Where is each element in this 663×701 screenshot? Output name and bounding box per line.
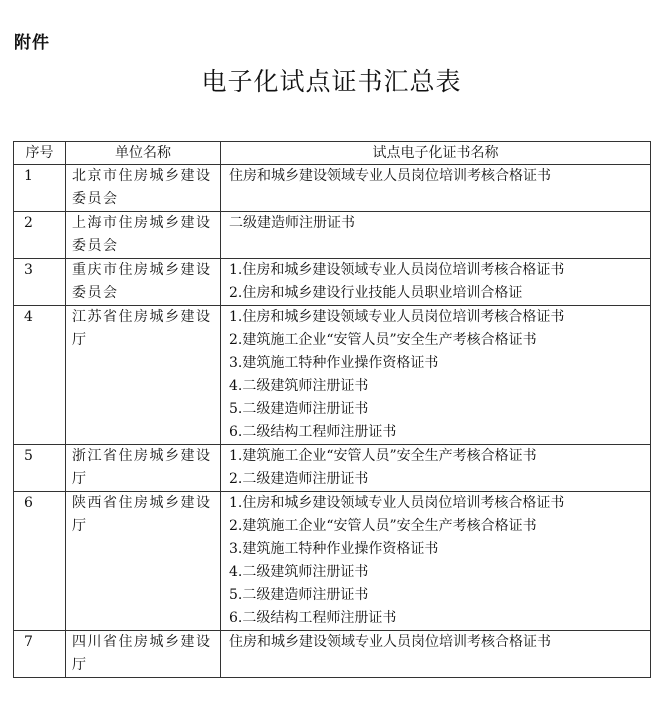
row-certificate-list (221, 306, 651, 445)
certificate-name: 2.住房和城乡建设行业技能人员职业培训合格证 (229, 285, 523, 301)
table-header-row (14, 142, 651, 165)
certificate-name: 2.建筑施工企业“安管人员”安全生产考核合格证书 (229, 332, 537, 348)
row-unit-name: 四川省住房城乡建设厅 (66, 631, 221, 678)
header-serial-no: 序号 (14, 142, 66, 165)
row-unit-name: 北京市住房城乡建设委员会 (66, 165, 221, 212)
certificate-name: 1.住房和城乡建设领域专业人员岗位培训考核合格证书 (229, 262, 565, 278)
certificate-name: 6.二级结构工程师注册证书 (229, 424, 397, 440)
certificate-name: 2.二级建造师注册证书 (229, 471, 369, 487)
row-serial-no: 5 (14, 445, 66, 492)
certificate-name: 3.建筑施工特种作业操作资格证书 (229, 541, 439, 557)
row-unit-name: 重庆市住房城乡建设委员会 (66, 259, 221, 306)
table-row (14, 165, 651, 212)
table-row (14, 306, 651, 445)
header-certificate-names: 试点电子化证书名称 (221, 142, 651, 165)
row-serial-no: 4 (14, 306, 66, 445)
table-row (14, 212, 651, 259)
row-serial-no: 2 (14, 212, 66, 259)
row-certificate-list (221, 259, 651, 306)
page-title: 电子化试点证书汇总表 (201, 67, 462, 96)
certificate-name: 住房和城乡建设领域专业人员岗位培训考核合格证书 (229, 168, 551, 184)
row-certificate-list (221, 212, 651, 259)
row-certificate-list (221, 445, 651, 492)
certificate-name: 3.建筑施工特种作业操作资格证书 (229, 355, 439, 371)
attachment-label: 附件 (14, 33, 50, 53)
certificate-name: 5.二级建造师注册证书 (229, 401, 369, 417)
certificate-name: 6.二级结构工程师注册证书 (229, 610, 397, 626)
row-serial-no: 3 (14, 259, 66, 306)
certificate-name: 1.建筑施工企业“安管人员”安全生产考核合格证书 (229, 448, 537, 464)
row-unit-name: 上海市住房城乡建设委员会 (66, 212, 221, 259)
row-unit-name: 浙江省住房城乡建设厅 (66, 445, 221, 492)
certificate-name: 4.二级建筑师注册证书 (229, 564, 369, 580)
table-row (14, 445, 651, 492)
row-certificate-list (221, 165, 651, 212)
certificate-name: 2.建筑施工企业“安管人员”安全生产考核合格证书 (229, 518, 537, 534)
row-unit-name: 陕西省住房城乡建设厅 (66, 492, 221, 631)
certificate-name: 4.二级建筑师注册证书 (229, 378, 369, 394)
certificate-name: 1.住房和城乡建设领域专业人员岗位培训考核合格证书 (229, 495, 565, 511)
certificate-summary-table (13, 141, 651, 678)
certificate-name: 1.住房和城乡建设领域专业人员岗位培训考核合格证书 (229, 309, 565, 325)
row-unit-name: 江苏省住房城乡建设厅 (66, 306, 221, 445)
certificate-name: 住房和城乡建设领域专业人员岗位培训考核合格证书 (229, 634, 551, 650)
row-serial-no: 6 (14, 492, 66, 631)
table-row (14, 631, 651, 678)
header-unit-name: 单位名称 (66, 142, 221, 165)
certificate-name: 二级建造师注册证书 (229, 215, 355, 231)
table-row (14, 492, 651, 631)
row-serial-no: 1 (14, 165, 66, 212)
certificate-name: 5.二级建造师注册证书 (229, 587, 369, 603)
row-certificate-list (221, 492, 651, 631)
row-certificate-list (221, 631, 651, 678)
table-row (14, 259, 651, 306)
row-serial-no: 7 (14, 631, 66, 678)
